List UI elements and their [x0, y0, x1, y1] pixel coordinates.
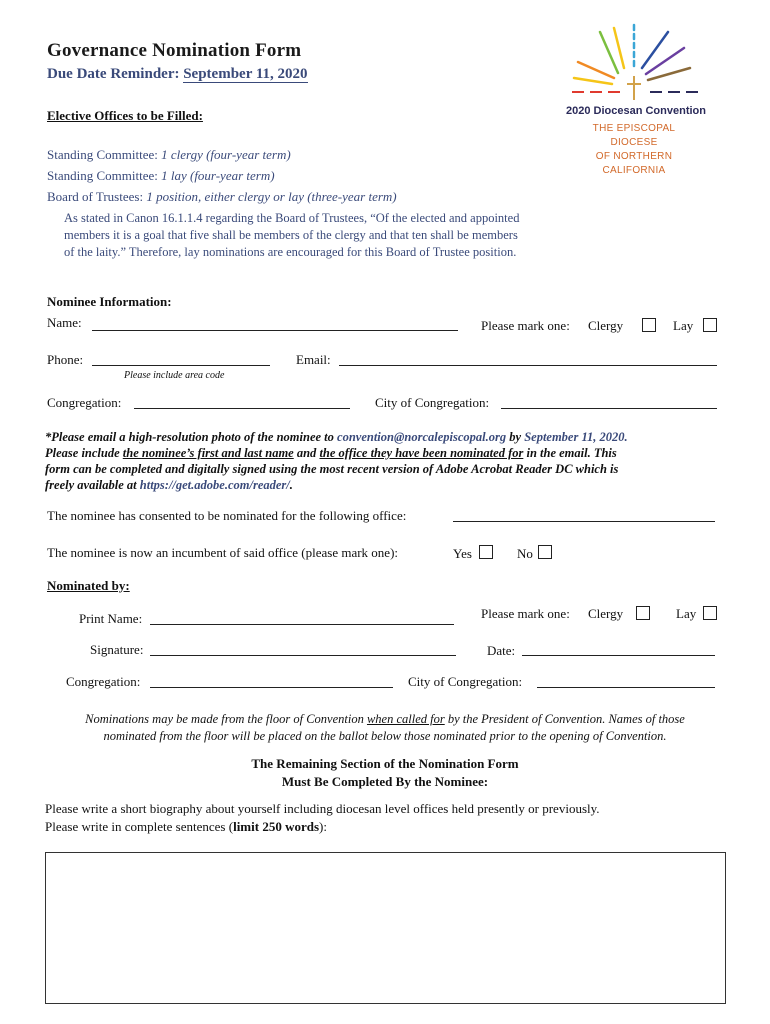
- logo-convention-title: 2020 Diocesan Convention: [566, 105, 706, 117]
- incumbent-yes-checkbox[interactable]: [479, 545, 493, 559]
- office-label: Board of Trustees:: [47, 189, 147, 204]
- logo-diocese-line1: THE EPISCOPAL DIOCESE: [592, 123, 676, 148]
- congregation-label: Congregation:: [47, 395, 122, 410]
- nominator-city-field[interactable]: [537, 687, 715, 688]
- due-date-label: Due Date Reminder:: [47, 66, 184, 82]
- city-label: City of Congregation:: [375, 395, 490, 410]
- nominee-lay-checkbox[interactable]: [703, 318, 717, 332]
- nominee-email-field[interactable]: [339, 365, 717, 366]
- office-label: Standing Committee:: [47, 147, 162, 162]
- no-label: No: [517, 546, 533, 561]
- remaining-heading-line: Must Be Completed By the Nominee:: [281, 774, 489, 789]
- convention-logo: [570, 18, 700, 100]
- nominator-congregation-field[interactable]: [150, 687, 393, 688]
- print-name-label: Print Name:: [79, 611, 143, 626]
- floor-note-line: nominated from the floor will be placed on the ballot below those nominated prior to the opening of Convention.: [103, 729, 667, 743]
- yes-label: Yes: [453, 546, 472, 561]
- nominator-heading: Nominated by:: [47, 578, 130, 593]
- page-title: Governance Nomination Form: [47, 40, 302, 61]
- congregation-label: Congregation:: [66, 674, 141, 689]
- signature-label: Signature:: [90, 642, 144, 657]
- clergy-label: Clergy: [588, 606, 624, 621]
- office-detail: 1 clergy (four-year term): [161, 147, 291, 162]
- nominee-name-field[interactable]: [92, 330, 458, 331]
- photo-note-line: freely available at https://get.adobe.com/reader/.: [45, 478, 293, 492]
- photo-deadline: September 11, 2020.: [524, 430, 628, 444]
- bio-instruction-line: Please write in complete sentences (limit 250 words):: [45, 819, 327, 834]
- logo-ray: [578, 62, 614, 78]
- city-label: City of Congregation:: [408, 674, 523, 689]
- photo-note-line: form can be completed and digitally signed using the most recent version of Adobe Acrobat Reader DC which is: [45, 462, 619, 476]
- canon-statement: [64, 210, 519, 261]
- nominator-mark-label: Please mark one:: [481, 606, 570, 621]
- lay-label: Lay: [673, 318, 694, 333]
- photo-note-line: *Please email a high-resolution photo of the nominee to convention@norcalepiscopal.org by September 11, 2020.: [45, 430, 628, 444]
- office-item: [47, 168, 275, 184]
- cross-icon: [627, 76, 641, 100]
- date-label: Date:: [487, 643, 516, 658]
- clergy-label: Clergy: [588, 318, 624, 333]
- logo-ray: [574, 78, 612, 84]
- word-limit: limit 250 words: [233, 819, 320, 834]
- adobe-reader-link[interactable]: https://get.adobe.com/reader/: [139, 478, 290, 492]
- phone-label: Phone:: [47, 352, 84, 367]
- canon-line: members it is a goal that five shall be members of the clergy and that ten shall be members: [64, 228, 518, 242]
- nominator-name-field[interactable]: [150, 624, 454, 625]
- office-detail: 1 lay (four-year term): [161, 168, 275, 183]
- nominator-date-field[interactable]: [522, 655, 715, 656]
- canon-line: As stated in Canon 16.1.1.4 regarding the Board of Trustees, “Of the elected and appointed: [64, 211, 520, 225]
- nominator-clergy-checkbox[interactable]: [636, 606, 650, 620]
- canon-line: of the laity.” Therefore, lay nominations are encouraged for this Board of Trustee position.: [64, 245, 517, 259]
- logo-ray: [614, 28, 624, 68]
- due-date-value: September 11, 2020: [183, 66, 308, 82]
- incumbent-label: The nominee is now an incumbent of said office (please mark one):: [47, 545, 399, 560]
- office-item: [47, 189, 397, 205]
- consent-office-label: The nominee has consented to be nominated for the following office:: [47, 508, 407, 523]
- logo-diocese-name: [572, 122, 696, 178]
- nominee-phone-field[interactable]: [92, 365, 270, 366]
- photo-note-line: Please include the nominee’s first and last name and the office they have been nominated for in the email. This: [45, 446, 617, 460]
- name-label: Name:: [47, 315, 82, 330]
- convention-email-link[interactable]: convention@norcalepiscopal.org: [337, 430, 507, 444]
- floor-nominations-note: [45, 711, 725, 745]
- phone-hint: Please include area code: [124, 370, 225, 381]
- email-label: Email:: [296, 352, 331, 367]
- nominee-city-field[interactable]: [501, 408, 717, 409]
- nominee-mark-label: Please mark one:: [481, 318, 570, 333]
- office-detail: 1 position, either clergy or lay (three-year term): [146, 189, 397, 204]
- remaining-heading-line: The Remaining Section of the Nomination Form: [251, 756, 519, 771]
- bio-instruction-line: Please write a short biography about yourself including diocesan level offices held presently or previously.: [45, 801, 600, 816]
- bio-instructions: [45, 800, 600, 836]
- photo-instructions: [45, 429, 725, 493]
- consent-office-field[interactable]: [453, 521, 715, 522]
- logo-rays: [574, 22, 690, 84]
- floor-note-line: Nominations may be made from the floor of Convention when called for by the President of Convention. Names of those: [85, 712, 685, 726]
- remaining-section-heading: [45, 755, 725, 791]
- nominee-clergy-checkbox[interactable]: [642, 318, 656, 332]
- office-item: [47, 147, 291, 163]
- nominator-lay-checkbox[interactable]: [703, 606, 717, 620]
- lay-label: Lay: [676, 606, 697, 621]
- offices-heading: Elective Offices to be Filled:: [47, 108, 203, 123]
- nominee-congregation-field[interactable]: [134, 408, 350, 409]
- due-date-reminder: [47, 66, 308, 83]
- biography-textbox[interactable]: [45, 852, 726, 1004]
- logo-diocese-line2: OF NORTHERN CALIFORNIA: [595, 151, 673, 176]
- nominator-signature-field[interactable]: [150, 655, 456, 656]
- nominee-heading: Nominee Information:: [47, 294, 172, 309]
- office-label: Standing Committee:: [47, 168, 162, 183]
- incumbent-no-checkbox[interactable]: [538, 545, 552, 559]
